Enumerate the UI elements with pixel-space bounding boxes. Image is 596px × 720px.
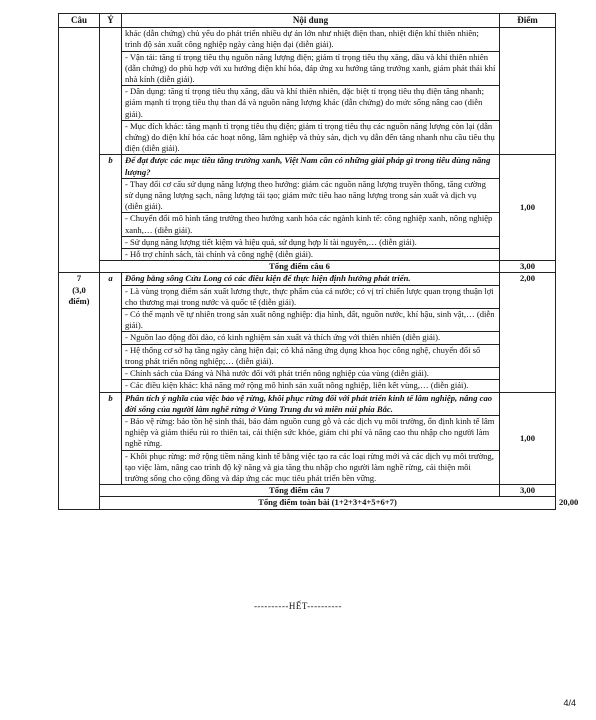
points-6b: 1,00 <box>500 155 556 261</box>
table-row <box>59 415 556 450</box>
y-cell-6a <box>100 28 122 155</box>
table-row <box>59 309 556 332</box>
header-noidung: Nội dung <box>122 14 500 28</box>
question-7-max-points: (3,0 điểm) <box>68 284 90 306</box>
list-item: - Thay đổi cơ cấu sử dụng năng lượng theo hướng: giảm các nguồn năng lượng truyền thống, tăng cường sử dụng năng lượng sạch, năng lượng tái tạo; giảm mức tiêu hao năng lượng trong sản xuất và dịch vụ (diễn giải). <box>122 178 500 213</box>
total-7-points: 3,00 <box>500 485 556 497</box>
table-row <box>59 120 556 155</box>
table-row <box>59 380 556 392</box>
cau-cell-6 <box>59 28 100 273</box>
total-7-label: Tổng điểm câu 7 <box>100 485 500 497</box>
question-7a: Đồng bằng sông Cửu Long có các điều kiện để thực hiện định hướng phát triển. <box>122 273 500 285</box>
end-marker: ----------HẾT---------- <box>253 601 343 611</box>
table-row <box>59 450 556 485</box>
header-y: Ý <box>100 14 122 28</box>
points-7b: 1,00 <box>500 392 556 485</box>
list-item: khác (dẫn chứng) chủ yếu do phát triển nhiều dự án lớn như nhiệt điện than, nhiệt điện khí thiên nhiên; trình độ sản xuất công nghiệp ngày càng hiện đại (diễn giải). <box>122 28 500 51</box>
list-item: - Là vùng trọng điểm sản xuất lương thực, thực phẩm của cả nước; có vị trí chiến lược quan trọng thuận lợi cho thương mại trong nước và quốc tế (diễn giải). <box>122 285 500 308</box>
cau-cell-7 <box>59 273 100 509</box>
y-cell-7a: a <box>100 273 122 392</box>
answer-key-table <box>58 13 579 510</box>
list-item: - Vận tải: tăng tỉ trọng tiêu thụ nguồn năng lượng điện; giảm tỉ trọng tiêu thụ xăng, dầu và khí thiên nhiên (dẫn chứng) do phù hợp với xu hướng điện khí hóa, đáp ứng xu hướng tăng trưởng xanh, giảm phát thải khí nhà kính (diễn giải). <box>122 51 500 86</box>
list-item: - Hệ thống cơ sở hạ tầng ngày càng hiện đại; có khả năng ứng dụng khoa học công nghệ, chuyển đổi số trong phát triển nông nghiệp;… (diễn giải). <box>122 344 500 367</box>
list-item: - Chính sách của Đảng và Nhà nước đối với phát triển nông nghiệp của vùng (diễn giải). <box>122 368 500 380</box>
total-6-label: Tổng điểm câu 6 <box>100 261 500 273</box>
question-6b: Để đạt được các mục tiêu tăng trưởng xanh, Việt Nam cần có những giải pháp gì trong tiêu dùng năng lượng? <box>122 155 500 178</box>
header-cau: Câu <box>59 14 100 28</box>
points-cell-6a <box>500 28 556 155</box>
y-cell-7b: b <box>100 392 122 485</box>
list-item: - Hỗ trợ chính sách, tài chính và công nghệ (diễn giải). <box>122 249 500 261</box>
list-item: - Dân dụng: tăng tỉ trọng tiêu thụ xăng, dầu và khí thiên nhiên, đặc biệt tỉ trọng tiêu thụ điện tăng nhanh; giảm mạnh tỉ trọng tiêu thụ than đá và nguồn năng lượng khác (dẫn chứng) do mức sống nâng cao (diễn giải). <box>122 86 500 121</box>
table-row <box>59 155 556 178</box>
list-item: - Sử dụng năng lượng tiết kiệm và hiệu quả, sử dụng hợp lí tài nguyên,… (diễn giải). <box>122 236 500 248</box>
table-row <box>59 285 556 308</box>
table-row <box>59 368 556 380</box>
points-7a: 2,00 <box>500 273 556 392</box>
question-7b: Phân tích ý nghĩa của việc bảo vệ rừng, khôi phục rừng đối với phát triển kinh tế lâm nghiệp, nâng cao đời sống của người làm nghề rừng ở Vùng Trung du và miền núi phía Bắc. <box>122 392 500 415</box>
table-row <box>59 51 556 86</box>
grand-total-label: Tổng điểm toàn bài (1+2+3+4+5+6+7) <box>100 497 556 509</box>
grand-total-row: Tổng điểm toàn bài (1+2+3+4+5+6+7) 20,00 <box>59 497 556 509</box>
table-row <box>59 236 556 248</box>
table-row <box>59 178 556 213</box>
y-cell-6b: b <box>100 155 122 261</box>
list-item: - Các điều kiện khác: khả năng mở rộng mô hình sản xuất nông nghiệp, liên kết vùng,… (diễn giải). <box>122 380 500 392</box>
table-row <box>59 332 556 344</box>
list-item: - Khôi phục rừng: mở rộng tiềm năng kinh tế bằng việc tạo ra các loại rừng mới và các dịch vụ môi trường, tạo việc làm, nâng cao trình độ kỹ năng và gia tăng thu nhập cho người làm nghề rừng, cải thiện môi trường sống cho cộng đồng và đáp ứng các mục tiêu phát triển bền vững. <box>122 450 500 485</box>
table-row <box>59 344 556 367</box>
page-number: 4/4 <box>563 698 576 708</box>
table-header-row <box>59 14 556 28</box>
list-item: - Nguồn lao động đồi dào, có kinh nghiệm sản xuất và thích ứng với thiên nhiên (diễn giải). <box>122 332 500 344</box>
table-row <box>59 28 556 51</box>
table-row <box>59 273 556 285</box>
total-row-6 <box>59 261 556 273</box>
total-6-points: 3,00 <box>500 261 556 273</box>
table-row <box>59 86 556 121</box>
question-number-7: 7 <box>76 273 82 284</box>
table-row <box>59 249 556 261</box>
list-item: - Có thế mạnh về tự nhiên trong sản xuất nông nghiệp: địa hình, đất, nguồn nước, khí hậu, sinh vật,… (diễn giải). <box>122 309 500 332</box>
header-diem: Điểm <box>500 14 556 28</box>
table-row <box>59 392 556 415</box>
table-row <box>59 213 556 236</box>
list-item: - Bảo vệ rừng: bảo tồn hệ sinh thái, bảo đảm nguồn cung gỗ và các dịch vụ môi trường, ổn định kinh tế lâm nghiệp và giảm thiểu rủi ro thiên tai, cải thiện sức khỏe, giảm chi phí và nâng cao thu nhập cho người làm nghề rừng. <box>122 415 500 450</box>
list-item: - Chuyển đổi mô hình tăng trưởng theo hướng xanh hóa các ngành kinh tế: công nghiệp xanh, nông nghiệp xanh,… (diễn giải). <box>122 213 500 236</box>
total-row-7 <box>59 485 556 497</box>
list-item: - Mục đích khác: tăng mạnh tỉ trọng tiêu thụ điện; giảm tỉ trọng tiêu thụ các nguồn năng lượng còn lại (dẫn chứng) do điện khí hóa các hoạt nông, lâm nghiệp và thủy sản, dịch vụ dẫn đến tăng nhanh nhu cầu tiêu thụ điện (diễn giải). <box>122 120 500 155</box>
